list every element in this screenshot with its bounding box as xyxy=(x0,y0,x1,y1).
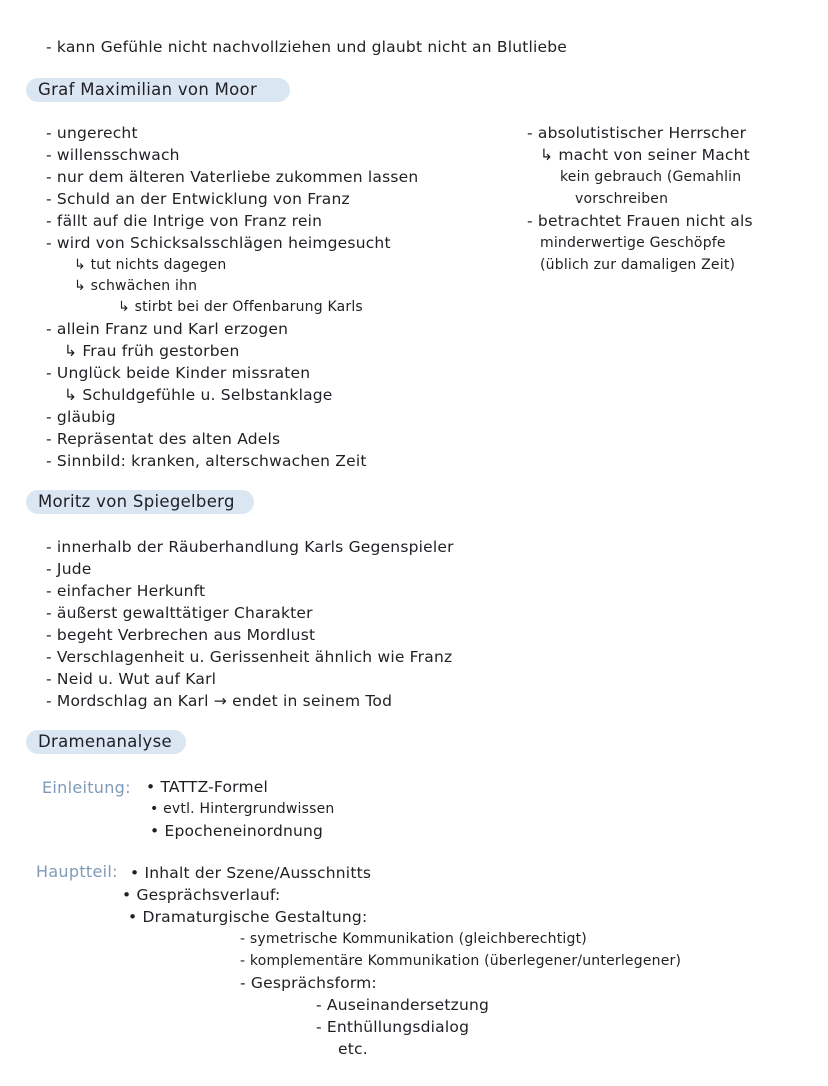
list-item: - fällt auf die Intrige von Franz rein xyxy=(46,212,323,230)
sub-item: - Auseinandersetzung xyxy=(316,996,490,1014)
sub-item: (üblich zur damaligen Zeit) xyxy=(540,257,736,273)
list-item: - nur dem älteren Vaterliebe zukommen lassen xyxy=(46,168,419,186)
sub-item: - symetrische Kommunikation (gleichberechtigt) xyxy=(240,931,587,947)
sub-item: ↳ tut nichts dagegen xyxy=(74,257,227,273)
list-item: • evtl. Hintergrundwissen xyxy=(150,801,335,817)
einleitung-label: Einleitung: xyxy=(42,778,131,797)
intro-line: - kann Gefühle nicht nachvollziehen und glaubt nicht an Blutliebe xyxy=(46,38,568,56)
list-item: - äußerst gewalttätiger Charakter xyxy=(46,604,313,622)
sub-item: vorschreiben xyxy=(575,191,669,207)
sub-item: etc. xyxy=(338,1040,368,1058)
sub-item: kein gebrauch (Gemahlin xyxy=(560,169,742,185)
list-item: • Dramaturgische Gestaltung: xyxy=(128,908,368,926)
heading-dramenanalyse: Dramenanalyse xyxy=(38,732,172,751)
list-item: - betrachtet Frauen nicht als xyxy=(527,212,753,230)
list-item: • Inhalt der Szene/Ausschnitts xyxy=(130,864,372,882)
heading-maximilian: Graf Maximilian von Moor xyxy=(38,80,258,99)
list-item: - willensschwach xyxy=(46,146,180,164)
list-item: • Epocheneinordnung xyxy=(150,822,324,840)
sub-item: - Enthüllungsdialog xyxy=(316,1018,470,1036)
list-item: - absolutistischer Herrscher xyxy=(527,124,747,142)
sub-item: ↳ Frau früh gestorben xyxy=(64,342,240,360)
sub-item: minderwertige Geschöpfe xyxy=(540,235,726,251)
list-item: - Sinnbild: kranken, alterschwachen Zeit xyxy=(46,452,367,470)
list-item: - Neid u. Wut auf Karl xyxy=(46,670,217,688)
hauptteil-label: Hauptteil: xyxy=(36,862,118,881)
list-item: - Unglück beide Kinder missraten xyxy=(46,364,311,382)
heading-spiegelberg: Moritz von Spiegelberg xyxy=(38,492,235,511)
list-item: - Mordschlag an Karl → endet in seinem Tod xyxy=(46,692,393,710)
list-item: - allein Franz und Karl erzogen xyxy=(46,320,289,338)
list-item: - gläubig xyxy=(46,408,116,426)
list-item: - Schuld an der Entwicklung von Franz xyxy=(46,190,350,208)
list-item: - innerhalb der Räuberhandlung Karls Gegenspieler xyxy=(46,538,454,556)
sub-item: ↳ macht von seiner Macht xyxy=(540,146,750,164)
sub-item: - Gesprächsform: xyxy=(240,974,377,992)
sub-item: - komplementäre Kommunikation (überlegener/unterlegener) xyxy=(240,953,682,969)
list-item: • Gesprächsverlauf: xyxy=(122,886,281,904)
list-item: - ungerecht xyxy=(46,124,138,142)
sub-item: ↳ schwächen ihn xyxy=(74,278,198,294)
sub-item: ↳ stirbt bei der Offenbarung Karls xyxy=(118,299,363,315)
list-item: - Verschlagenheit u. Gerissenheit ähnlich wie Franz xyxy=(46,648,453,666)
sub-item: ↳ Schuldgefühle u. Selbstanklage xyxy=(64,386,333,404)
list-item: - wird von Schicksalsschlägen heimgesucht xyxy=(46,234,391,252)
list-item: - begeht Verbrechen aus Mordlust xyxy=(46,626,316,644)
list-item: - einfacher Herkunft xyxy=(46,582,206,600)
list-item: - Jude xyxy=(46,560,92,578)
list-item: • TATTZ-Formel xyxy=(146,778,269,796)
list-item: - Repräsentat des alten Adels xyxy=(46,430,281,448)
